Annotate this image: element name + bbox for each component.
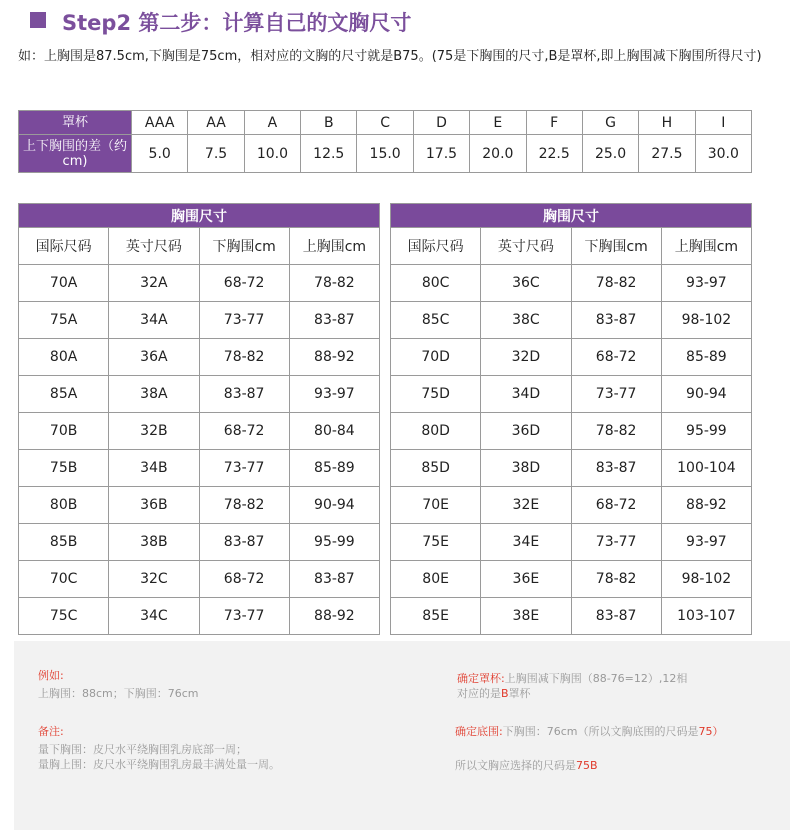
table-cell: 78-82 xyxy=(571,561,661,598)
table-cell: 68-72 xyxy=(199,413,289,450)
cup-note-line-2 xyxy=(457,687,531,701)
intro-text: 如：上胸围是87.5cm,下胸围是75cm，相对应的文胸的尺寸就是B75。(75是下胸围的尺寸,B是罩杯,即上胸围减下胸围所得尺寸) xyxy=(18,49,762,64)
column-header: 国际尺码 xyxy=(19,228,109,265)
table-cell: 93-97 xyxy=(661,524,751,561)
table-row xyxy=(19,265,380,302)
table-cell: 98-102 xyxy=(661,561,751,598)
cup-cell: A xyxy=(244,111,300,135)
example-text: 上胸围：88cm；下胸围：76cm xyxy=(38,687,199,700)
example-title: 例如: xyxy=(38,669,64,682)
table-cell: 73-77 xyxy=(199,302,289,339)
cup-cell: AA xyxy=(188,111,244,135)
table-cell: 98-102 xyxy=(661,302,751,339)
column-header: 英寸尺码 xyxy=(481,228,571,265)
column-header: 国际尺码 xyxy=(391,228,481,265)
cup-row xyxy=(19,111,752,135)
table-cell: 88-92 xyxy=(661,487,751,524)
table-cell: 36A xyxy=(109,339,199,376)
table-cell: 68-72 xyxy=(199,561,289,598)
table-row xyxy=(19,302,380,339)
table-cell: 36C xyxy=(481,265,571,302)
diff-cell: 27.5 xyxy=(639,135,695,173)
diff-row-label: 上下胸围的差（约cm) xyxy=(19,135,132,173)
table-row xyxy=(19,561,380,598)
caption-row xyxy=(19,204,380,228)
cup-cell: AAA xyxy=(132,111,188,135)
table-cell: 93-97 xyxy=(289,376,379,413)
table-row xyxy=(19,339,380,376)
table-cell: 83-87 xyxy=(571,450,661,487)
table-cell: 68-72 xyxy=(571,339,661,376)
table-cell: 85-89 xyxy=(661,339,751,376)
table-cell: 34E xyxy=(481,524,571,561)
table-cell: 70D xyxy=(391,339,481,376)
table-cell: 80-84 xyxy=(289,413,379,450)
table-row xyxy=(391,302,752,339)
table-cell: 75B xyxy=(19,450,109,487)
cup-cell: H xyxy=(639,111,695,135)
cup-note-text: 上胸围减下胸围（88-76=12）,12相 xyxy=(504,672,688,685)
remark-title: 备注: xyxy=(38,725,64,738)
result-note xyxy=(455,759,598,773)
title-square-icon xyxy=(30,12,46,28)
table-cell: 80A xyxy=(19,339,109,376)
diff-cell: 25.0 xyxy=(582,135,638,173)
table-row xyxy=(391,450,752,487)
table-cell: 78-82 xyxy=(289,265,379,302)
table-cell: 32A xyxy=(109,265,199,302)
table-cell: 80E xyxy=(391,561,481,598)
table-cell: 34C xyxy=(109,598,199,635)
table-cell: 83-87 xyxy=(199,376,289,413)
table-cell: 75D xyxy=(391,376,481,413)
table-cell: 83-87 xyxy=(289,302,379,339)
diff-cell: 15.0 xyxy=(357,135,413,173)
table-row xyxy=(391,376,752,413)
table-cell: 78-82 xyxy=(571,413,661,450)
diff-cell: 17.5 xyxy=(413,135,469,173)
page-title: Step2 第二步：计算自己的文胸尺寸 xyxy=(62,11,412,35)
cup-row-label: 罩杯 xyxy=(19,111,132,135)
table-cell: 85B xyxy=(19,524,109,561)
table-cell: 95-99 xyxy=(289,524,379,561)
table-cell: 78-82 xyxy=(199,487,289,524)
cup-note-title: 确定罩杯: xyxy=(457,672,505,685)
table-cell: 34A xyxy=(109,302,199,339)
cup-cell: F xyxy=(526,111,582,135)
table-cell: 103-107 xyxy=(661,598,751,635)
remark-line-1: 量下胸围：皮尺水平绕胸围乳房底部一周； xyxy=(38,743,247,756)
size-table-right xyxy=(390,203,752,635)
table-row xyxy=(19,487,380,524)
table-cell: 85-89 xyxy=(289,450,379,487)
table-cell: 88-92 xyxy=(289,598,379,635)
table-cell: 32C xyxy=(109,561,199,598)
table-cell: 75E xyxy=(391,524,481,561)
table-cell: 68-72 xyxy=(571,487,661,524)
table-cell: 90-94 xyxy=(289,487,379,524)
cup-cell: D xyxy=(413,111,469,135)
table-cell: 100-104 xyxy=(661,450,751,487)
cup-cell: G xyxy=(582,111,638,135)
table-cell: 34D xyxy=(481,376,571,413)
table-row xyxy=(391,561,752,598)
diff-cell: 10.0 xyxy=(244,135,300,173)
table-row xyxy=(391,413,752,450)
table-cell: 85C xyxy=(391,302,481,339)
cup-cell: I xyxy=(695,111,751,135)
table-cell: 73-77 xyxy=(571,376,661,413)
table-cell: 73-77 xyxy=(199,450,289,487)
table-cell: 70C xyxy=(19,561,109,598)
table-caption: 胸围尺寸 xyxy=(391,204,752,228)
remark-line-2: 量胸上围：皮尺水平绕胸围乳房最丰满处量一周。 xyxy=(38,758,280,771)
table-cell: 73-77 xyxy=(199,598,289,635)
header-bar xyxy=(0,0,790,44)
cup-cell: B xyxy=(301,111,357,135)
diff-cell: 20.0 xyxy=(470,135,526,173)
table-cell: 78-82 xyxy=(199,339,289,376)
header-row xyxy=(391,228,752,265)
table-cell: 85D xyxy=(391,450,481,487)
table-cell: 78-82 xyxy=(571,265,661,302)
column-header: 下胸围cm xyxy=(571,228,661,265)
table-row xyxy=(19,524,380,561)
column-header: 英寸尺码 xyxy=(109,228,199,265)
diff-cell: 5.0 xyxy=(132,135,188,173)
band-note xyxy=(455,725,723,739)
table-cell: 32E xyxy=(481,487,571,524)
table-cell: 83-87 xyxy=(571,598,661,635)
table-cell: 83-87 xyxy=(199,524,289,561)
table-cell: 90-94 xyxy=(661,376,751,413)
table-cell: 85A xyxy=(19,376,109,413)
diff-cell: 22.5 xyxy=(526,135,582,173)
table-cell: 34B xyxy=(109,450,199,487)
table-cell: 32D xyxy=(481,339,571,376)
cup-note-cup: B xyxy=(501,687,509,700)
table-cell: 83-87 xyxy=(571,302,661,339)
table-cell: 75C xyxy=(19,598,109,635)
table-cell: 75A xyxy=(19,302,109,339)
cup-note-post: 罩杯 xyxy=(508,687,531,700)
table-cell: 88-92 xyxy=(289,339,379,376)
table-cell: 38D xyxy=(481,450,571,487)
band-note-size: 75 xyxy=(698,725,713,738)
table-cell: 93-97 xyxy=(661,265,751,302)
column-header: 上胸围cm xyxy=(661,228,751,265)
table-cell: 38E xyxy=(481,598,571,635)
table-row xyxy=(391,265,752,302)
column-header: 上胸围cm xyxy=(289,228,379,265)
diff-cell: 7.5 xyxy=(188,135,244,173)
table-row xyxy=(19,413,380,450)
diff-cell: 30.0 xyxy=(695,135,751,173)
table-cell: 80D xyxy=(391,413,481,450)
table-cell: 70E xyxy=(391,487,481,524)
result-note-size: 75B xyxy=(576,759,598,772)
table-cell: 80B xyxy=(19,487,109,524)
size-table-left xyxy=(18,203,380,635)
table-cell: 95-99 xyxy=(661,413,751,450)
band-note-pre: 下胸围：76cm（所以文胸底围的尺码是 xyxy=(502,725,699,738)
band-note-post: ） xyxy=(712,725,724,738)
cup-difference-table xyxy=(18,110,752,173)
caption-row xyxy=(391,204,752,228)
table-cell: 38A xyxy=(109,376,199,413)
diff-cell: 12.5 xyxy=(301,135,357,173)
table-cell: 85E xyxy=(391,598,481,635)
table-row xyxy=(391,524,752,561)
table-cell: 73-77 xyxy=(571,524,661,561)
table-row xyxy=(391,339,752,376)
table-cell: 36B xyxy=(109,487,199,524)
cup-cell: E xyxy=(470,111,526,135)
table-row xyxy=(19,376,380,413)
table-row xyxy=(19,450,380,487)
table-cell: 32B xyxy=(109,413,199,450)
table-row xyxy=(19,598,380,635)
notes-panel xyxy=(14,641,790,830)
table-cell: 36E xyxy=(481,561,571,598)
table-caption: 胸围尺寸 xyxy=(19,204,380,228)
table-row xyxy=(391,487,752,524)
band-note-title: 确定底围: xyxy=(455,725,503,738)
table-cell: 83-87 xyxy=(289,561,379,598)
result-note-pre: 所以文胸应选择的尺码是 xyxy=(455,759,576,772)
diff-row xyxy=(19,135,752,173)
column-header: 下胸围cm xyxy=(199,228,289,265)
table-cell: 38B xyxy=(109,524,199,561)
cup-cell: C xyxy=(357,111,413,135)
cup-note-pre: 对应的是 xyxy=(457,687,501,700)
header-row xyxy=(19,228,380,265)
table-cell: 36D xyxy=(481,413,571,450)
table-cell: 70A xyxy=(19,265,109,302)
table-cell: 80C xyxy=(391,265,481,302)
table-row xyxy=(391,598,752,635)
table-cell: 70B xyxy=(19,413,109,450)
cup-note-line-1 xyxy=(457,672,687,686)
table-cell: 68-72 xyxy=(199,265,289,302)
table-cell: 38C xyxy=(481,302,571,339)
